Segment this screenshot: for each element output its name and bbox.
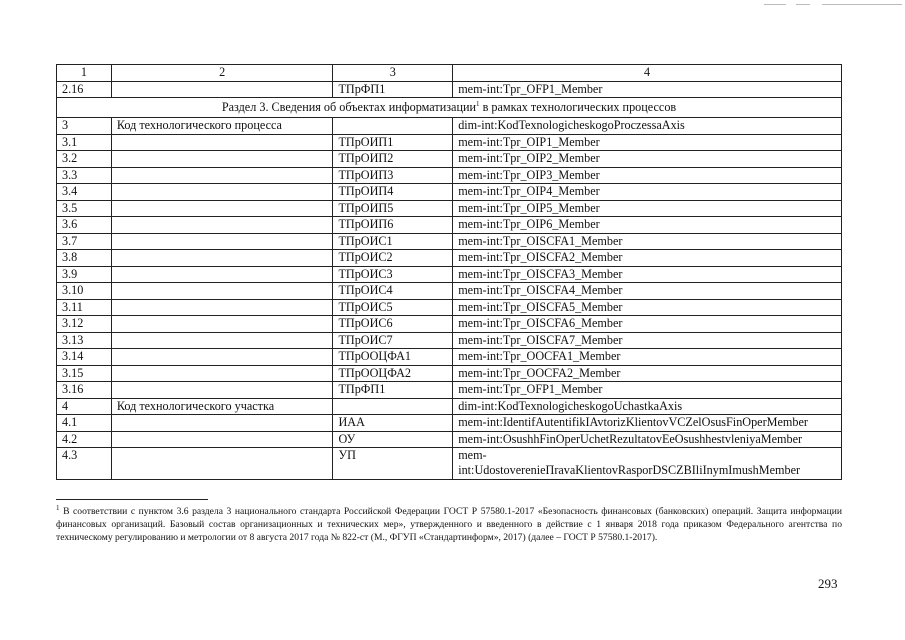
row-number: 4: [57, 398, 112, 415]
row-member: mem-int:Tpr_OISCFA1_Member: [453, 233, 842, 250]
row-name: [111, 316, 333, 333]
column-number: 4: [453, 65, 842, 82]
row-name: [111, 266, 333, 283]
row-name: [111, 365, 333, 382]
row-code: ТПрОИП5: [333, 200, 453, 217]
row-member: mem-int:Tpr_OISCFA3_Member: [453, 266, 842, 283]
table-row: [57, 415, 842, 432]
row-code: ТПрОИП2: [333, 151, 453, 168]
table-row: [57, 167, 842, 184]
row-code: УП: [333, 448, 453, 480]
row-number: 3.2: [57, 151, 112, 168]
row-member: mem- int:UdostoverenieПravaKlientovRasporDSCZBIliInymImushMember: [453, 448, 842, 480]
table-row: [57, 316, 842, 333]
row-name: [111, 431, 333, 448]
section-title-suffix: в рамках технологических процессов: [479, 100, 677, 114]
row-member: mem-int:OsushhFinOperUchetRezultatovEeOsushhestvleniyaMember: [453, 431, 842, 448]
row-number: 3: [57, 118, 112, 135]
row-number: 4.1: [57, 415, 112, 432]
table-row: [57, 81, 842, 98]
table-row: [57, 448, 842, 480]
row-member: mem-int:Tpr_OFP1_Member: [453, 382, 842, 399]
footnote-reference: 1: [476, 99, 480, 108]
row-name: [111, 151, 333, 168]
top-edge-mark: [796, 4, 810, 5]
row-name: [111, 200, 333, 217]
row-name: [111, 250, 333, 267]
column-number: 1: [57, 65, 112, 82]
row-number: 3.10: [57, 283, 112, 300]
row-name: [111, 349, 333, 366]
row-code: ИАА: [333, 415, 453, 432]
row-name: [111, 167, 333, 184]
row-number: 3.9: [57, 266, 112, 283]
column-number: 2: [111, 65, 333, 82]
row-member: mem-int:Tpr_OISCFA4_Member: [453, 283, 842, 300]
row-number: 3.7: [57, 233, 112, 250]
row-name: [111, 283, 333, 300]
table-row: [57, 217, 842, 234]
row-member: mem-int:Tpr_OOCFA2_Member: [453, 365, 842, 382]
table-row: [57, 184, 842, 201]
row-number: 3.14: [57, 349, 112, 366]
row-code: [333, 118, 453, 135]
table-row: [57, 431, 842, 448]
row-name: [111, 184, 333, 201]
page-number: 293: [818, 576, 838, 591]
table-row: [57, 200, 842, 217]
table-row: [57, 299, 842, 316]
footnote: [56, 505, 842, 544]
footnote-mark: 1: [56, 503, 60, 512]
row-code: ТПрОИС3: [333, 266, 453, 283]
row-code: ТПрОИС6: [333, 316, 453, 333]
row-member: mem-int:Tpr_OIP3_Member: [453, 167, 842, 184]
row-code: ТПрОИС7: [333, 332, 453, 349]
table-row: [57, 250, 842, 267]
row-name: [111, 448, 333, 480]
table-row: [57, 283, 842, 300]
row-number: 2.16: [57, 81, 112, 98]
row-code: [333, 398, 453, 415]
table-row: [57, 332, 842, 349]
row-number: 4.3: [57, 448, 112, 480]
row-member: mem-int:Tpr_OIP1_Member: [453, 134, 842, 151]
row-number: 3.6: [57, 217, 112, 234]
row-number: 3.3: [57, 167, 112, 184]
axis-row: [57, 118, 842, 135]
row-member: mem-int:Tpr_OISCFA6_Member: [453, 316, 842, 333]
column-number-row: [57, 65, 842, 82]
row-member: mem-int:Tpr_OIP5_Member: [453, 200, 842, 217]
row-name: [111, 134, 333, 151]
row-member: mem-int:Tpr_OISCFA5_Member: [453, 299, 842, 316]
row-name: [111, 382, 333, 399]
row-code: ТПрОИП6: [333, 217, 453, 234]
row-member: mem-int:Tpr_OISCFA2_Member: [453, 250, 842, 267]
row-code: ТПрОИП1: [333, 134, 453, 151]
row-code: ТПрООЦФА2: [333, 365, 453, 382]
section-heading-row: [57, 98, 842, 118]
row-name: [111, 217, 333, 234]
row-code: ТПрОИС2: [333, 250, 453, 267]
row-code: ТПрООЦФА1: [333, 349, 453, 366]
row-number: 3.1: [57, 134, 112, 151]
table-row: [57, 134, 842, 151]
row-number: 3.11: [57, 299, 112, 316]
row-code: ТПрФП1: [333, 81, 453, 98]
row-member: dim-int:KodTexnologicheskogoProczessaAxis: [453, 118, 842, 135]
row-code: ТПрОИС1: [333, 233, 453, 250]
row-code: ТПрФП1: [333, 382, 453, 399]
row-code: ОУ: [333, 431, 453, 448]
row-code: ТПрОИС5: [333, 299, 453, 316]
footnote-text: В соответствии с пунктом 3.6 раздела 3 национального стандарта Российской Федерации ГОСТ Р 57580.1-2017 «Безопасность финансовых (банковских) операций. Защита информации финансовых организаций. Базовый состав организационных и технических мер», утвержденного и введенного в действие с 1 января 2018 года приказом Федерального агентства по техническому регулированию и метрологии от 8 августа 2017 года № 822-ст (М., ФГУП «Стандартинформ», 2017) (далее – ГОСТ Р 57580.1-2017).: [56, 506, 842, 543]
row-number: 3.12: [57, 316, 112, 333]
row-number: 4.2: [57, 431, 112, 448]
row-name: Код технологического процесса: [111, 118, 333, 135]
top-edge-mark: [822, 4, 902, 5]
table-row: [57, 382, 842, 399]
table-row: [57, 365, 842, 382]
row-code: ТПрОИП3: [333, 167, 453, 184]
footnote-separator: [56, 499, 208, 500]
row-member: mem-int:Tpr_OFP1_Member: [453, 81, 842, 98]
row-code: ТПрОИС4: [333, 283, 453, 300]
row-name: [111, 299, 333, 316]
section-title: Раздел 3. Сведения об объектах информатизации: [221, 100, 477, 114]
row-number: 3.5: [57, 200, 112, 217]
row-name: [111, 415, 333, 432]
table-row: [57, 266, 842, 283]
top-edge-mark: [764, 4, 786, 5]
row-member: mem-int:Tpr_OIP6_Member: [453, 217, 842, 234]
column-number: 3: [333, 65, 453, 82]
table-row: [57, 349, 842, 366]
row-member: mem-int:Tpr_OIP2_Member: [453, 151, 842, 168]
row-member: mem-int:Tpr_OIP4_Member: [453, 184, 842, 201]
row-member: mem-int:IdentifAutentifikIAvtorizKlientovVCZelOsusFinOperMember: [453, 415, 842, 432]
taxonomy-table: [56, 64, 842, 480]
row-name: [111, 81, 333, 98]
row-number: 3.8: [57, 250, 112, 267]
table-row: [57, 233, 842, 250]
axis-row: [57, 398, 842, 415]
table-row: [57, 151, 842, 168]
row-name: Код технологического участка: [111, 398, 333, 415]
row-code: ТПрОИП4: [333, 184, 453, 201]
section-heading: [57, 98, 842, 118]
row-number: 3.13: [57, 332, 112, 349]
row-member: mem-int:Tpr_OISCFA7_Member: [453, 332, 842, 349]
row-number: 3.16: [57, 382, 112, 399]
row-member: dim-int:KodTexnologicheskogoUchastkaAxis: [453, 398, 842, 415]
row-member: mem-int:Tpr_OOCFA1_Member: [453, 349, 842, 366]
row-name: [111, 332, 333, 349]
row-name: [111, 233, 333, 250]
row-number: 3.15: [57, 365, 112, 382]
row-number: 3.4: [57, 184, 112, 201]
